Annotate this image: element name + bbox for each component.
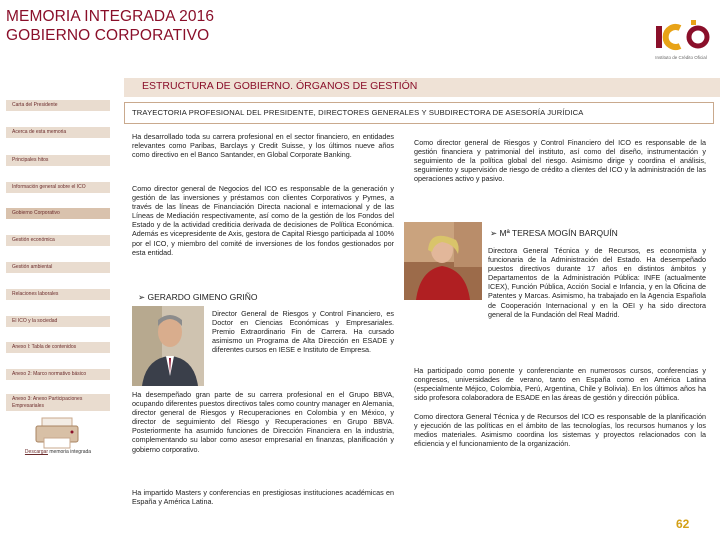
- bio-paragraph: Directora General Técnica y de Recursos, es economista y funcionaria de la Administración del Estado. Ha desempeñado puestos directivos durante 17 años en distintos ámbitos y Departamentos de la Administración Pública: INFE (actualmente ICEX), Función Pública, Acción Social e Infancia, y en la Oficina de Patentes y Marcas. Asimismo, ha trabajado en la Agencia Española de Cooperación Internacional y en la OEI y ha sido directora general de la Fundación del Real Madrid.: [488, 246, 706, 319]
- sidebar-item-anexo-2[interactable]: Anexo 2: Marco normativo básico: [6, 369, 110, 380]
- bio-paragraph: Director General de Riesgos y Control Financiero, es Doctor en Ciencias Económicas y Empresariales. Premio Extraordinario Fin de Carrera. Ha cursado asimismo un Programa de Alta Dirección en ESADE y diferentes cursos en IESE e Instituto de Empresa.: [212, 309, 394, 355]
- trajectory-title: TRAYECTORIA PROFESIONAL DEL PRESIDENTE, DIRECTORES GENERALES Y SUBDIRECTORA DE ASESORÍA JURÍDICA: [132, 108, 584, 117]
- bio-paragraph: Ha participado como ponente y conferenciante en numerosos cursos, conferencias y congresos, universidades de verano, tanto en España como en América Latina (especialmente Méjico, Colombia, Perú, Argentina, Chile y Bolivia). En los últimos años ha sido profesora colaboradora de ESADE en las áreas de gestión y dirección pública.: [414, 366, 706, 403]
- sidebar-nav: [0, 96, 118, 540]
- sidebar-item-informacion[interactable]: Información general sobre el ICO: [6, 182, 110, 193]
- sidebar-item-carta[interactable]: Carta del Presidente: [6, 100, 110, 111]
- ico-logo-mark: [654, 18, 710, 52]
- director-name-gimeno: ➢ GERARDO GIMENO GRIÑO: [138, 292, 258, 302]
- bio-paragraph: Ha desarrollado toda su carrera profesional en el sector financiero, en entidades relevantes como Paribas, Barclays y Credit Suisse, y los últimos nueve años como directivo en el Banco Santander, en Global Corporate Banking.: [132, 132, 394, 160]
- bio-paragraph: Ha desempeñado gran parte de su carrera profesional en el Grupo BBVA, ocupando diferentes puestos directivos tales como country manager en Alemania, director general de Riesgos y Recuperaciones en Colombia y en México, y director de seguimiento del Riesgo y Recuperaciones en Grupo BBVA. Posteriormente ha asumido funciones de Dirección Financiera en la industria, complementando su labor como asesor empresarial en finanzas, planificación y gobierno corporativo.: [132, 390, 394, 454]
- director-name-mogin: ➢ Mª TERESA MOGÍN BARQUÍN: [490, 228, 618, 238]
- portrait-gerardo-gimeno: [132, 306, 204, 386]
- bio-paragraph: Como directora General Técnica y de Recursos del ICO es responsable de la planificación y ejecución de las políticas en el ámbito de las tecnologías, los recursos humanos y los medios materiales. Asimismo coordina los sistemas y proyectos relacionados con la eficiencia y el funcionamiento de la organización.: [414, 412, 706, 449]
- bio-paragraph: Como director general de Riesgos y Control Financiero del ICO es responsable de la gestión financiera y patrimonial del instituto, así como del diseño, instrumentación y seguimiento de la política global del riesgo. Asimismo dirige y coordina el análisis, seguimiento y supervisión de riesgo de crédito a clientes del ICO y la administración de las operaciones activo y pasivo.: [414, 138, 706, 184]
- sidebar-item-sociedad[interactable]: El ICO y la sociedad: [6, 316, 110, 327]
- sidebar-item-gobierno[interactable]: Gobierno Corporativo: [6, 208, 110, 219]
- page-header: [6, 7, 214, 45]
- portrait-teresa-mogin: [404, 222, 482, 300]
- page-number: 62: [676, 517, 690, 531]
- sidebar-item-anexo-3[interactable]: Anexo 3: Anexo Participaciones Empresariales: [6, 394, 110, 411]
- sidebar-item-laborales[interactable]: Relaciones laborales: [6, 289, 110, 300]
- sidebar-item-anexo-1[interactable]: Anexo I: Tabla de contenidos: [6, 342, 110, 353]
- sidebar-item-ambiental[interactable]: Gestión ambiental: [6, 262, 110, 273]
- sidebar-item-hitos[interactable]: Principales hitos: [6, 155, 110, 166]
- download-memoria-link[interactable]: Descargar memoria integrada: [24, 449, 92, 455]
- printer-download-icon[interactable]: [12, 410, 102, 454]
- ico-logo: [648, 10, 714, 68]
- sidebar-item-acerca[interactable]: Acerca de esta memoria: [6, 127, 110, 138]
- sidebar-item-economica[interactable]: Gestión económica: [6, 235, 110, 246]
- bio-paragraph: Como director general de Negocios del ICO es responsable de la generación y gestión de las inversiones y préstamos con clientes Corporativos y Pymes, a través de las líneas de Financiación Directa nacional e internacional y de las Líneas de Mediación respectivamente, así como de la gestión de los Fondos del Estado y de la actividad crediticia derivada de decisiones de Política Económica. Además es vicepresidente de Axis, gestora de Capital Riesgo participada al 100% por el ICO, y miembro del comité de inversiones de los fondos gestionados por esta entidad.: [132, 184, 394, 257]
- bio-paragraph: Ha impartido Masters y conferencias en prestigiosas instituciones académicas en España y América Latina.: [132, 488, 394, 507]
- section-title: ESTRUCTURA DE GOBIERNO. ÓRGANOS DE GESTIÓN: [142, 80, 418, 92]
- logo-caption: Instituto de Crédito Oficial: [655, 55, 707, 60]
- header-line-2: GOBIERNO CORPORATIVO: [6, 27, 210, 44]
- header-line-1: MEMORIA INTEGRADA 2016: [6, 8, 215, 25]
